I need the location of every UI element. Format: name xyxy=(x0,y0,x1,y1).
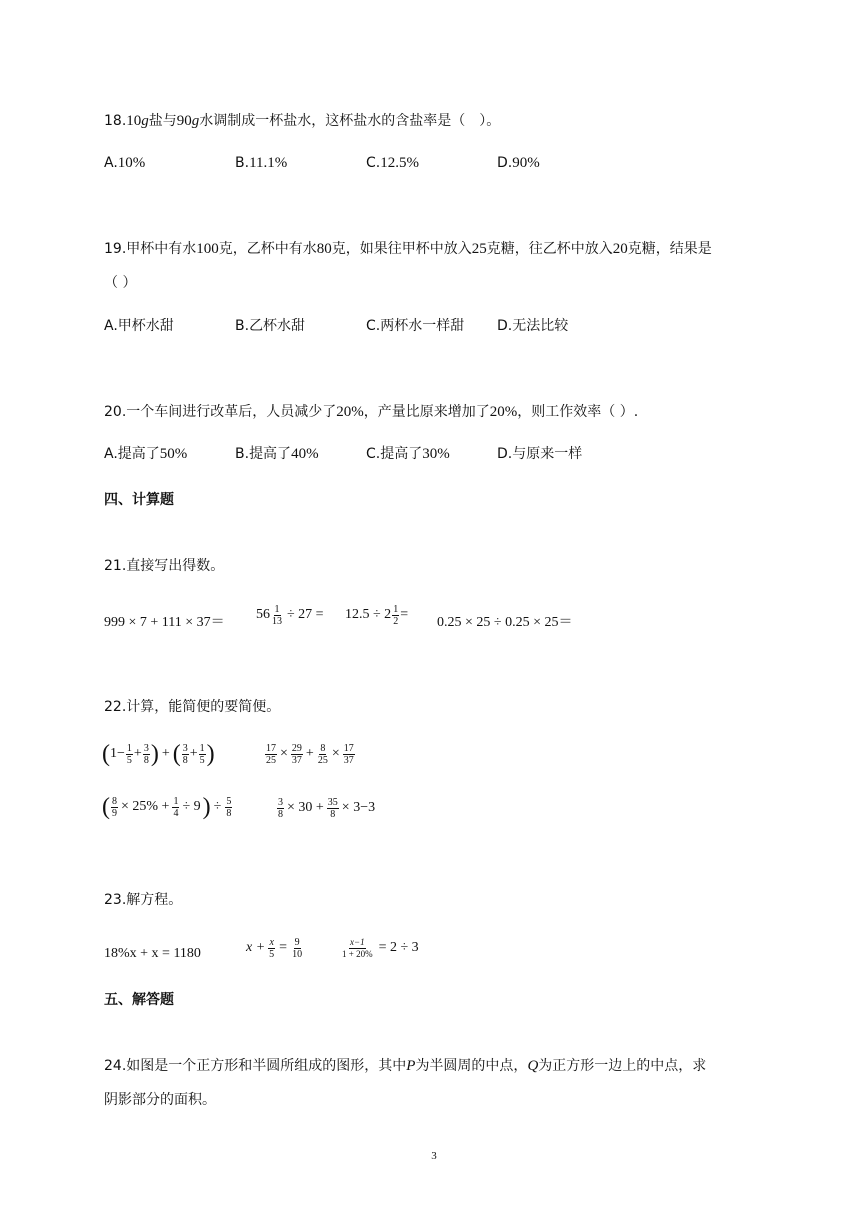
question-24-line-2: 阴影部分的面积。 xyxy=(104,1092,216,1108)
question-20: 20.一个车间进行改革后，人员减少了20%，产量比原来增加了20%，则工作效率（ ）. xyxy=(104,404,639,420)
question-24: 24.如图是一个正方形和半圆所组成的图形，其中P为半圆周的中点，Q为正方形一边上的中点，求 xyxy=(104,1058,707,1074)
q20-option-a: A.提高了50% xyxy=(104,446,188,462)
section-heading-word-problems: 五、解答题 xyxy=(104,992,174,1008)
q19-option-d: D.无法比较 xyxy=(497,318,569,334)
q20-option-d: D.与原来一样 xyxy=(497,446,583,462)
q19-option-c: C.两杯水一样甜 xyxy=(366,318,465,334)
q21-expression-1: 999 × 7 + 111 × 37＝ xyxy=(104,615,225,630)
q18-option-c: C.12.5% xyxy=(366,155,419,171)
question-19: 19.甲杯中有水100克，乙杯中有水80克，如果往甲杯中放入25克糖，往乙杯中放入20克糖，结果是 xyxy=(104,241,712,257)
q19-option-b: B.乙杯水甜 xyxy=(235,318,306,334)
question-22-title: 22.计算，能简便的要简便。 xyxy=(104,699,281,715)
question-21-title: 21.直接写出得数。 xyxy=(104,558,225,574)
q22-expression-c: ( $\frac{8}{9}$ × 25% + $\frac{1}{4}$ ÷ 9 ) ÷ $\frac{5}{8}$ xyxy=(102,794,232,820)
question-23-title: 23.解方程。 xyxy=(104,892,183,908)
q19-option-a: A.甲杯水甜 xyxy=(104,318,174,334)
q23-equation-2: x + $\frac{x}{5}$ = $\frac{9}{10}$ xyxy=(246,936,303,960)
q23-equation-3: $\frac{x-1}{1 + 20\%}$ = 2 ÷ 3 xyxy=(342,936,419,959)
question-18: 18.10g盐与90g水调制成一杯盐水，这杯盐水的含盐率是（ ）。 xyxy=(104,113,501,129)
q23-equation-1: 18%x + x = 1180 xyxy=(104,946,201,961)
section-heading-calculation: 四、计算题 xyxy=(104,492,174,508)
q21-expression-4: 0.25 × 25 ÷ 0.25 × 25＝ xyxy=(437,615,573,630)
q20-option-c: C.提高了30% xyxy=(366,446,450,462)
page-number: 3 xyxy=(431,1150,437,1162)
question-19-blank: （ ） xyxy=(104,275,137,291)
q21-expression-3: 12.5 ÷ 2 $\frac{1}{2}$ = xyxy=(345,603,409,627)
q22-expression-b: $\frac{17}{25}$ × $\frac{29}{37}$ + $\frac{8}{25}$ × $\frac{17}{37}$ xyxy=(266,742,354,766)
q18-option-d: D.90% xyxy=(497,155,540,171)
q22-expression-a: ( 1 − $\frac{1}{5}$ + $\frac{3}{8}$ ) + ( $\frac{3}{8}$ + $\frac{1}{5}$ ) xyxy=(102,741,215,767)
q18-option-b: B.11.1% xyxy=(235,155,288,171)
q18-option-a: A.10% xyxy=(104,155,146,171)
q22-expression-d: $\frac{3}{8}$ × 30 + $\frac{35}{8}$ × 3−3 xyxy=(278,796,376,820)
q21-expression-2: 56 $\frac{1}{13}$ ÷ 27 = xyxy=(256,603,324,627)
q20-option-b: B.提高了40% xyxy=(235,446,319,462)
